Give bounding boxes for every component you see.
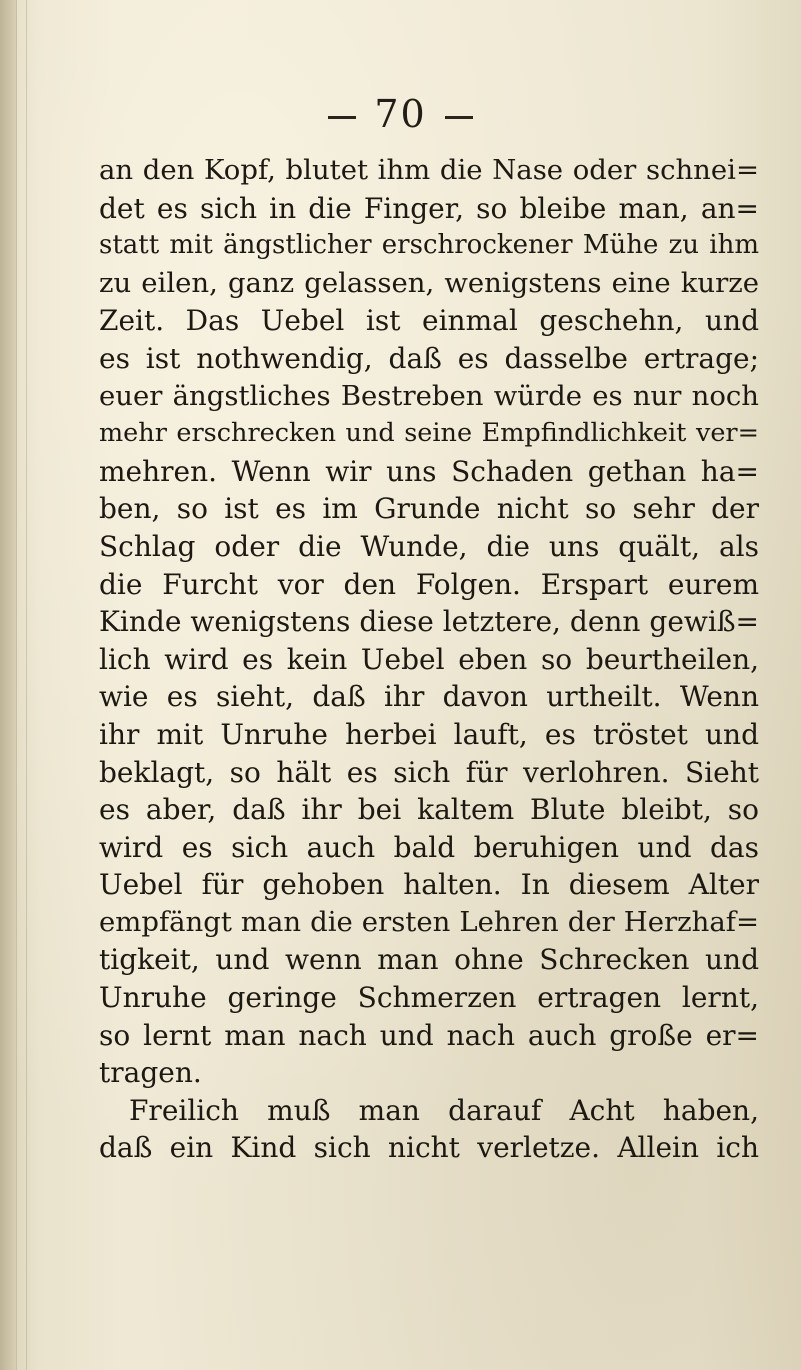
- text-line: det es sich in die Finger, so bleibe man, an=: [99, 191, 759, 225]
- text-line: euer ängstliches Bestreben würde es nur noch: [99, 379, 759, 412]
- text-line: Unruhe geringe Schmerzen ertragen lernt,: [99, 981, 759, 1015]
- text-line: wird es sich auch bald beruhigen und das: [99, 830, 759, 864]
- text-line: es aber, daß ihr bei kaltem Blute bleibt, so: [99, 793, 759, 827]
- body-text: [99, 152, 759, 1167]
- text-line: empfängt man die ersten Lehren der Herzhaf=: [99, 905, 759, 938]
- text-line: wie es sieht, daß ihr davon urtheilt. Wenn: [99, 680, 759, 714]
- text-line: ben, so ist es im Grunde nicht so sehr der: [99, 492, 759, 526]
- text-line: so lernt man nach und nach auch große er=: [99, 1018, 759, 1052]
- text-line: es ist nothwendig, daß es dasselbe ertrage;: [99, 341, 759, 375]
- text-line: Zeit. Das Uebel ist einmal geschehn, und: [99, 304, 759, 338]
- text-line: zu eilen, ganz gelassen, wenigstens eine kurze: [99, 266, 759, 299]
- page-header: [0, 92, 801, 136]
- text-line: ihr mit Unruhe herbei lauft, es tröstet und: [99, 717, 759, 751]
- text-line: beklagt, so hält es sich für verlohren. Sieht: [99, 755, 759, 789]
- text-line: lich wird es kein Uebel eben so beurtheilen,: [99, 642, 759, 676]
- header-dash-right: [445, 116, 473, 119]
- text-line: tragen.: [99, 1056, 202, 1090]
- text-line: mehren. Wenn wir uns Schaden gethan ha=: [99, 454, 759, 488]
- gutter-shadow: [26, 0, 27, 1370]
- text-line: Schlag oder die Wunde, die uns quält, als: [99, 529, 759, 563]
- page-number: 70: [374, 92, 427, 136]
- text-line: Uebel für gehoben halten. In diesem Alter: [99, 868, 759, 902]
- text-line: an den Kopf, blutet ihm die Nase oder schnei=: [99, 154, 759, 186]
- header-dash-left: [328, 116, 356, 119]
- page-gutter: [0, 0, 17, 1370]
- text-line: mehr erschrecken und seine Empfindlichkeit ver=: [99, 418, 759, 449]
- text-line: Kinde wenigstens diese letztere, denn gewiß=: [99, 605, 759, 639]
- text-line: tigkeit, und wenn man ohne Schrecken und: [99, 943, 759, 977]
- text-line: die Furcht vor den Folgen. Erspart eurem: [99, 567, 759, 601]
- text-line: Freilich muß man darauf Acht haben,: [129, 1093, 759, 1127]
- text-line: daß ein Kind sich nicht verletze. Allein ich: [99, 1131, 759, 1165]
- text-line: statt mit ängstlicher erschrockener Mühe zu ihm: [99, 230, 759, 261]
